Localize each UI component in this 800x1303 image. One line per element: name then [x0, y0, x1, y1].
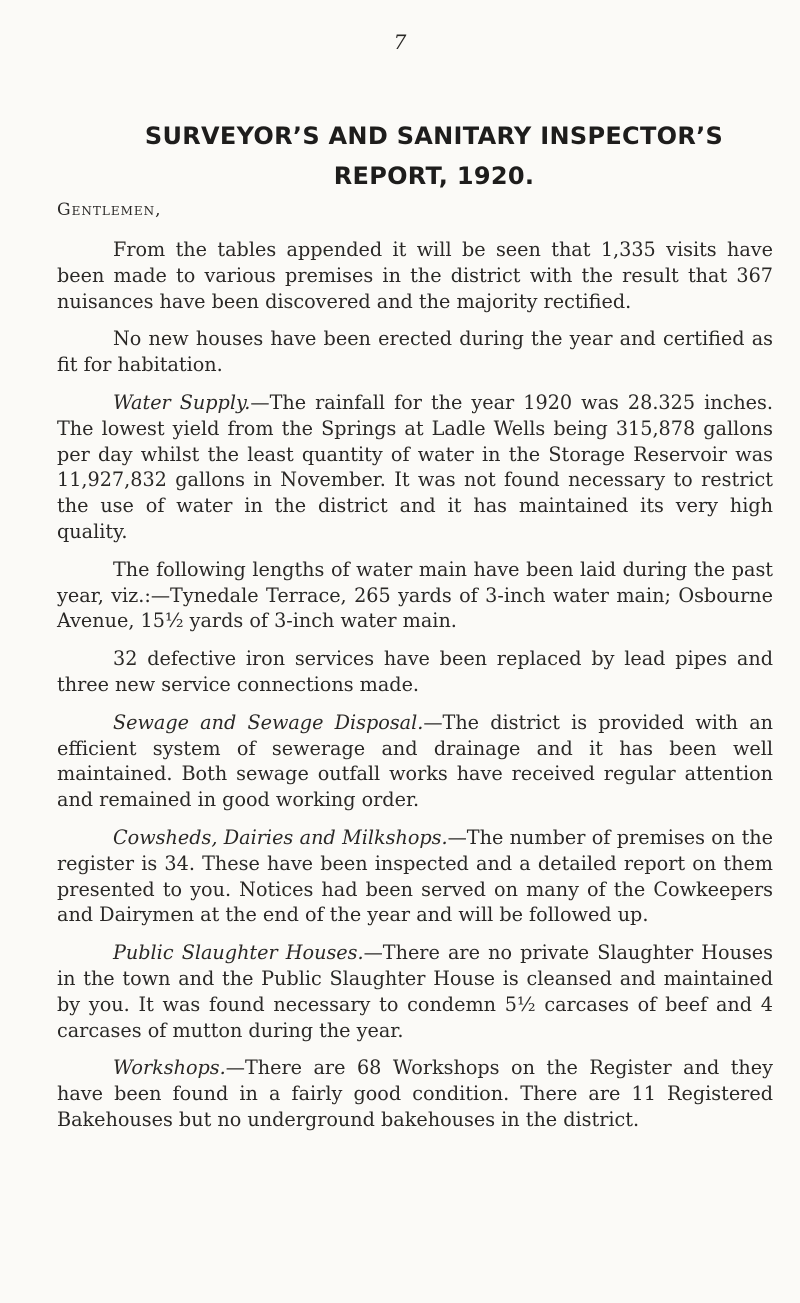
section-heading: Water Supply.: [113, 390, 251, 414]
paragraph-new-houses: No new houses have been erected during the year and certified as fit for habitation.: [57, 327, 773, 377]
paragraph-workshops: Workshops.—There are 68 Workshops on the Register and they have been found in a fairly good condition. There are 11 Registered Bakehouses but no underground bakehouses in the district.: [57, 1056, 773, 1131]
salutation: Gentlemen,: [57, 200, 162, 220]
section-heading: Public Slaughter Houses.: [113, 941, 364, 965]
paragraph-cowsheds: Cowsheds, Dairies and Milkshops.—The number of premises on the register is 34. These have been inspected and a detailed report on them presented to you. Notices had been served on many of the Cowkeepers and Dairymen at the end of the year and will be followed up.: [57, 825, 773, 927]
paragraph-visits: From the tables appended it will be seen that 1,335 visits have been made to various premises in the district with the result that 367 nuisances have been discovered and the majority rectified.: [57, 238, 773, 313]
page-number: 7: [393, 30, 407, 54]
paragraph-water-supply: Water Supply.—The rainfall for the year 1920 was 28.325 inches. The lowest yield from the Springs at Ladle Wells being 315,878 gallons per day whilst the least quantity of water in the Storage Reservoir was 11,927,832 gallons in November. It was not found necessary to restrict the use of water in the district and it has maintained its very high quality.: [57, 390, 773, 543]
paragraph-iron-services: 32 defective iron services have been replaced by lead pipes and three new service connections made.: [57, 647, 773, 696]
report-title-line-2: REPORT, 1920.: [333, 162, 535, 190]
report-body: [57, 237, 773, 1145]
report-title-line-1: SURVEYOR’S AND SANITARY INSPECTOR’S: [144, 122, 724, 150]
section-heading: Sewage and Sewage Disposal.: [113, 710, 424, 734]
paragraph-slaughter-houses: Public Slaughter Houses.—There are no private Slaughter Houses in the town and the Public Slaughter House is cleansed and maintained by you. It was found necessary to condemn 5½ carcases of beef and 4 carcases of mutton during the year.: [57, 941, 774, 1042]
section-heading: Workshops.: [113, 1056, 226, 1080]
section-heading: Cowsheds, Dairies and Milkshops.: [113, 825, 448, 849]
paragraph-sewage: Sewage and Sewage Disposal.—The district is provided with an efficient system of sewerage and drainage and it has been well maintained. Both sewage outfall works have received regular attention and remained in good working order.: [57, 710, 773, 812]
paragraph-water-mains: The following lengths of water main have been laid during the past year, viz.:—Tynedale Terrace, 265 yards of 3-inch water main; Osbourne Avenue, 15½ yards of 3-inch water main.: [57, 557, 773, 633]
report-title: [96, 116, 772, 196]
